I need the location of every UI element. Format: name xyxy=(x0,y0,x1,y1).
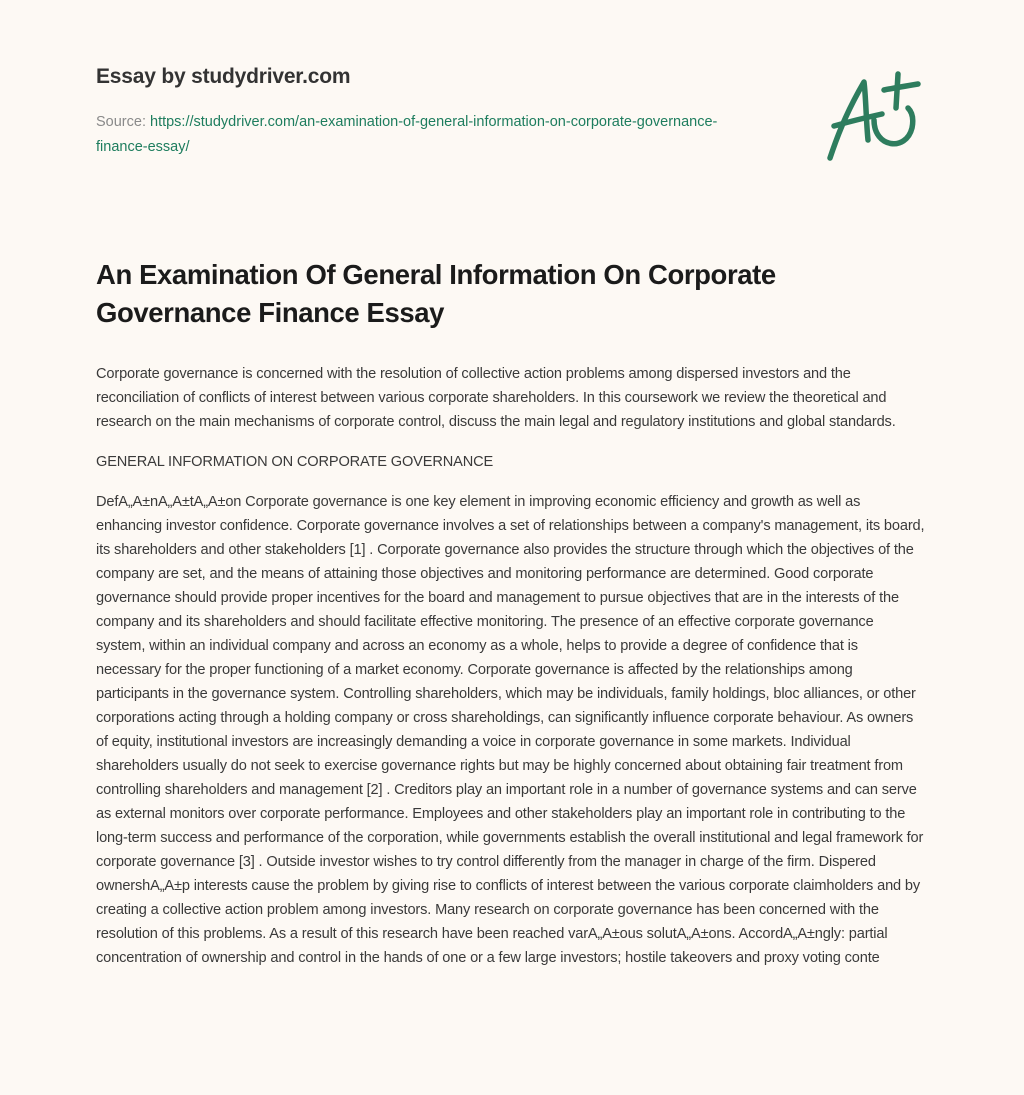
source-line xyxy=(96,110,746,160)
source-label: Source: xyxy=(96,114,150,130)
intro-paragraph: Corporate governance is concerned with the resolution of collective action problems among dispersed investors and the reconciliation of conflicts of interest between various corporate shareholders. In this coursework we review the theoretical and research on the main mechanisms of corporate control, discuss the main legal and regulatory institutions and global standards. xyxy=(96,366,896,430)
source-link[interactable]: https://studydriver.com/an-examination-of-general-information-on-corporate-governance-finance-essay/ xyxy=(96,114,718,155)
body-paragraph: DefA„A±nA„A±tA„A±on Corporate governance is one key element in improving economic efficiency and growth as well as enhancing investor confidence. Corporate governance involves a set of relationships between a company's management, its board, its shareholders and other stakeholders [1] . Corporate governance also provides the structure through which the objectives of the company are set, and the means of attaining those objectives and monitoring performance are determined. Good corporate governance should provide proper incentives for the board and management to pursue objectives that are in the interests of the company and its shareholders and should facilitate effective monitoring. The presence of an effective corporate governance system, within an individual company and across an economy as a whole, helps to provide a degree of confidence that is necessary for the proper functioning of a market economy. Corporate governance is affected by the relationships among participants in the governance system. Controlling shareholders, which may be individuals, family holdings, bloc alliances, or other corporations acting through a holding company or cross shareholdings, can significantly influence corporate behaviour. As owners of equity, institutional investors are increasingly demanding a voice in corporate governance in some markets. Individual shareholders usually do not seek to exercise governance rights but may be highly concerned about obtaining fair treatment from controlling shareholders and management [2] . Creditors play an important role in a number of governance systems and can serve as external monitors over corporate performance. Employees and other stakeholders play an important role in contributing to the long-term success and performance of the corporation, while governments establish the overall institutional and legal framework for corporate governance [3] . Outside investor wishes to try control differently from the manager in charge of the firm. Dispered ownershA„A±p interests cause the problem by giving rise to conflicts of interest between the various corporate claimholders and by creating a collective action problem among investors. Many research on corporate governance has been concerned with the resolution of this problems. As a result of this research have been reached varA„A±ous solutA„A±ons. AccordA„A±ngly: partial concentration of ownership and control in the hands of one or a few large investors; hostile takeovers and proxy voting conte xyxy=(96,494,925,966)
page-title: An Examination Of General Information On Corporate Governance Finance Essay xyxy=(96,259,776,328)
site-header xyxy=(96,62,796,160)
section-heading: GENERAL INFORMATION ON CORPORATE GOVERNANCE xyxy=(96,454,494,470)
a-plus-grade-icon xyxy=(822,68,926,164)
article xyxy=(96,256,926,970)
site-title: Essay by studydriver.com xyxy=(96,65,351,88)
